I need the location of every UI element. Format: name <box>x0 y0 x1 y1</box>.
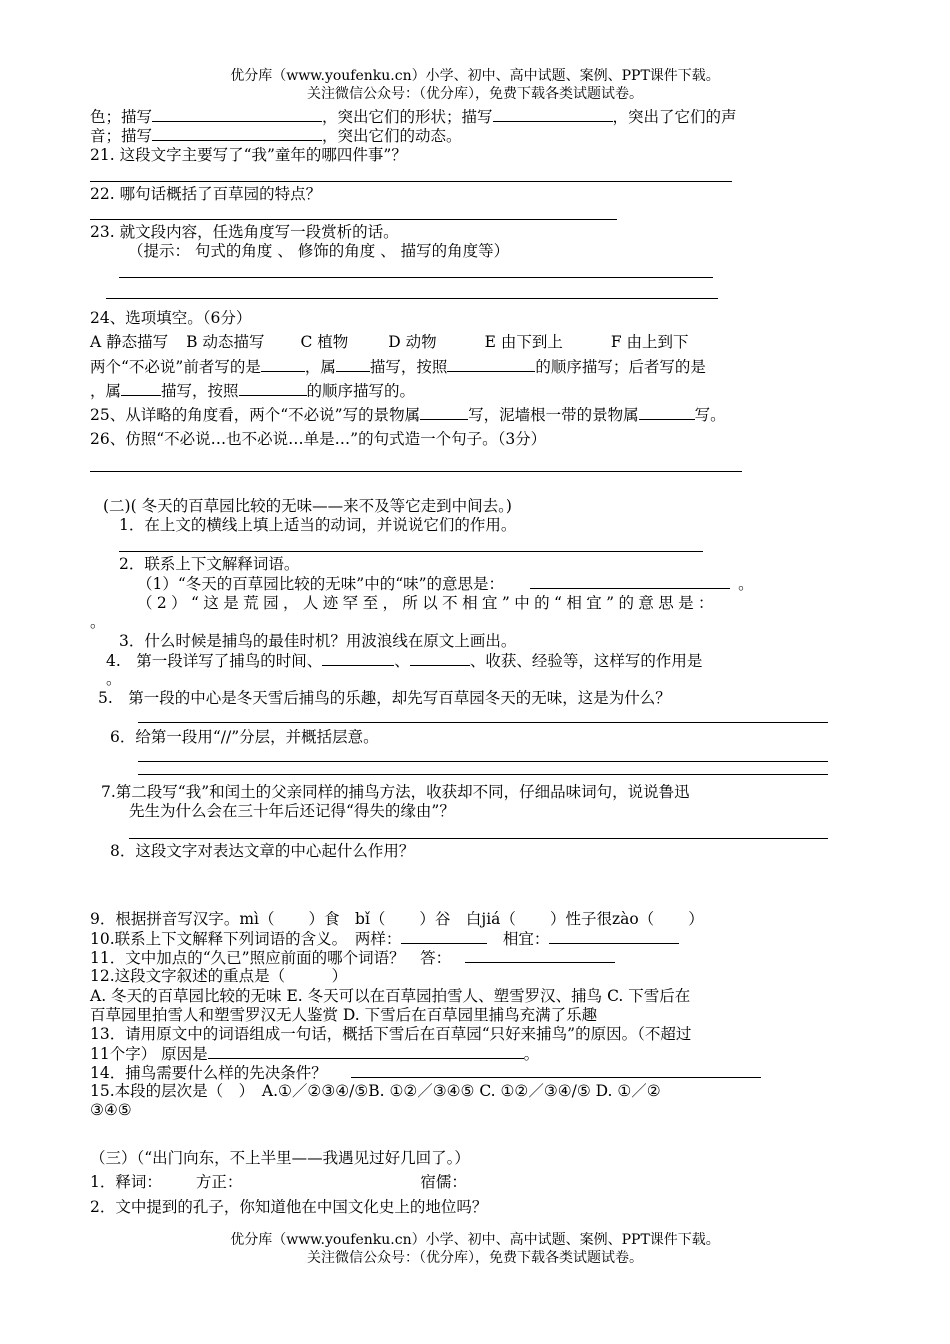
answer-line[interactable] <box>90 219 617 220</box>
s2-question-15-cont: ③④⑤ <box>90 1101 132 1119</box>
s2-question-8: 8．这段文字对表达文章的中心起什么作用？ <box>110 842 415 860</box>
s2-question-12-options-2: 百草园里拍雪人和塑雪罗汉无人鉴赏 D. 下雪后在百草园里捕鸟充满了乐趣 <box>90 1006 598 1024</box>
question-25: 25、从详略的角度看，两个“不必说”写的景物属 写，泥墙根一带的景物属 写。 <box>90 406 726 424</box>
s2-question-1: 1．在上文的横线上填上适当的动词，并说说它们的作用。 <box>119 516 517 534</box>
s2-question-2-2-end: 。 <box>90 613 106 631</box>
blank[interactable] <box>152 126 322 141</box>
answer-line[interactable] <box>119 277 713 278</box>
question-23-hint: （提示： 句式的角度 、 修饰的角度 、 描写的角度等） <box>128 242 510 260</box>
s2-question-6: 6．给第一段用“//”分层，并概括层意。 <box>110 728 379 746</box>
blank[interactable] <box>639 405 695 420</box>
s2-question-2: 2．联系上下文解释词语。 <box>119 555 300 573</box>
question-24-line-2: ，属 描写，按照 的顺序描写的。 <box>90 382 416 400</box>
s3-question-1: 1．释词： 方正： 宿儒： <box>90 1173 467 1191</box>
option-a: A 静态描写 <box>90 333 169 351</box>
option-e: E 由下到上 <box>484 333 563 351</box>
s2-question-12-options-1: A. 冬天的百草园比较的无味 E. 冬天可以在百草园拍雪人、塑雪罗汉、捕鸟 C. 下雪后在 <box>90 987 691 1005</box>
blank[interactable] <box>493 107 613 122</box>
answer-line[interactable] <box>138 761 828 762</box>
blank[interactable] <box>261 357 305 372</box>
s2-question-9: 9．根据拼音写汉字。mì（ ）食 bǐ（ ）谷 白jiá（ ）性子很zào（ ） <box>90 910 704 928</box>
blank[interactable] <box>465 948 615 963</box>
answer-line[interactable] <box>119 551 703 552</box>
blank[interactable] <box>152 107 322 122</box>
answer-line[interactable] <box>138 774 828 775</box>
footer-line-2: 关注微信公众号：（优分库），免费下载各类试题试卷。 <box>307 1250 643 1266</box>
s2-question-4: 4. 第一段详写了捕鸟的时间、 、 、收获、经验等，这样写的作用是 <box>106 652 703 670</box>
s3-question-2: 2．文中提到的孔子，你知道他在中国文化史上的地位吗？ <box>90 1198 488 1216</box>
blank[interactable] <box>121 381 161 396</box>
blank[interactable] <box>530 574 730 589</box>
s2-question-14: 14．捕鸟需要什么样的先决条件？ <box>90 1063 761 1082</box>
s2-question-2-1: （1）“冬天的百草园比较的无味”中的“味”的意思是： 。 <box>137 575 754 593</box>
fill-line-2: 音；描写 ，突出它们的动态。 <box>90 127 462 145</box>
question-24-options <box>90 333 689 351</box>
option-f: F 由上到下 <box>610 333 689 351</box>
s2-question-11: 11．文中加点的“久已”照应前面的哪个词语？ 答： <box>90 948 615 967</box>
blank[interactable] <box>447 357 535 372</box>
answer-line[interactable] <box>90 181 732 182</box>
answer-line[interactable] <box>90 471 742 472</box>
section-3-title: （三）（“出门向东，不上半里——我遇见过好几回了。） <box>90 1149 470 1167</box>
s2-question-7: 7.第二段写“我”和闰土的父亲同样的捕鸟方法，收获却不同，仔细品味词句，说说鲁迅 <box>101 783 690 801</box>
blank[interactable] <box>410 651 470 666</box>
blank[interactable] <box>401 929 487 944</box>
header-line-1: 优分库（www.youfenku.cn）小学、初中、高中试题、案例、PPT课件下载。 <box>230 68 720 84</box>
question-26: 26、仿照“不必说…也不必说…单是…”的句式造一个句子。（3分） <box>90 430 547 448</box>
blank[interactable] <box>336 357 370 372</box>
s2-question-3: 3．什么时候是捕鸟的最佳时机？用波浪线在原文上画出。 <box>119 632 517 650</box>
blank[interactable] <box>208 1044 524 1059</box>
question-22: 22. 哪句话概括了百草园的特点？ <box>90 185 322 203</box>
s2-question-15: 15.本段的层次是（ ） A.①／②③④/⑤B. ①②／③④⑤ C. ①②／③④/⑤ D. ①／② <box>90 1082 661 1100</box>
s2-question-13: 13．请用原文中的词语组成一句话，概括下雪后在百草园“只好来捕鸟”的原因。（不超过 <box>90 1025 692 1043</box>
option-b: B 动态描写 <box>186 333 265 351</box>
fill-line-1: 色；描写 ，突出它们的形状；描写 ，突出了它们的声 <box>90 108 737 126</box>
footer-line-1: 优分库（www.youfenku.cn）小学、初中、高中试题、案例、PPT课件下载。 <box>230 1232 720 1248</box>
blank[interactable] <box>322 651 394 666</box>
s2-question-5: 5. 第一段的中心是冬天雪后捕鸟的乐趣，却先写百草园冬天的无味，这是为什么？ <box>98 689 671 707</box>
blank[interactable] <box>420 405 468 420</box>
option-d: D 动物 <box>388 333 437 351</box>
answer-line[interactable] <box>138 722 828 723</box>
section-2-title: (二)( 冬天的百草园比较的无味——来不及等它走到中间去。) <box>103 497 512 515</box>
answer-line[interactable] <box>129 838 828 839</box>
s2-question-7-cont: 先生为什么会在三十年后还记得“得失的缘由”？ <box>129 802 455 820</box>
header-line-2: 关注微信公众号：（优分库），免费下载各类试题试卷。 <box>307 86 643 102</box>
question-21: 21. 这段文字主要写了“我”童年的哪四件事”？ <box>90 146 407 164</box>
s2-question-12: 12.这段文字叙述的重点是（ ） <box>90 967 348 985</box>
blank[interactable] <box>351 1063 761 1078</box>
s2-question-10: 10.联系上下文解释下列词语的含义。 两样： 相宜： <box>90 929 679 948</box>
option-c: C 植物 <box>300 333 349 351</box>
question-24-line-1: 两个“不必说”前者写的是 ，属 描写，按照 的顺序描写；后者写的是 <box>90 358 706 376</box>
answer-line[interactable] <box>106 298 718 299</box>
blank[interactable] <box>239 381 307 396</box>
s2-question-13-cont: 11个字） 原因是 。 <box>90 1045 540 1063</box>
s2-question-4-end: 。 <box>106 670 122 688</box>
question-24: 24、选项填空。（6分） <box>90 309 252 327</box>
question-23: 23. 就文段内容，任选角度写一段赏析的话。 <box>90 223 399 241</box>
blank[interactable] <box>549 929 679 944</box>
s2-question-2-2: （2）“这是荒园，人迹罕至，所以不相宜”中的“相宜”的意思是： <box>137 594 718 612</box>
